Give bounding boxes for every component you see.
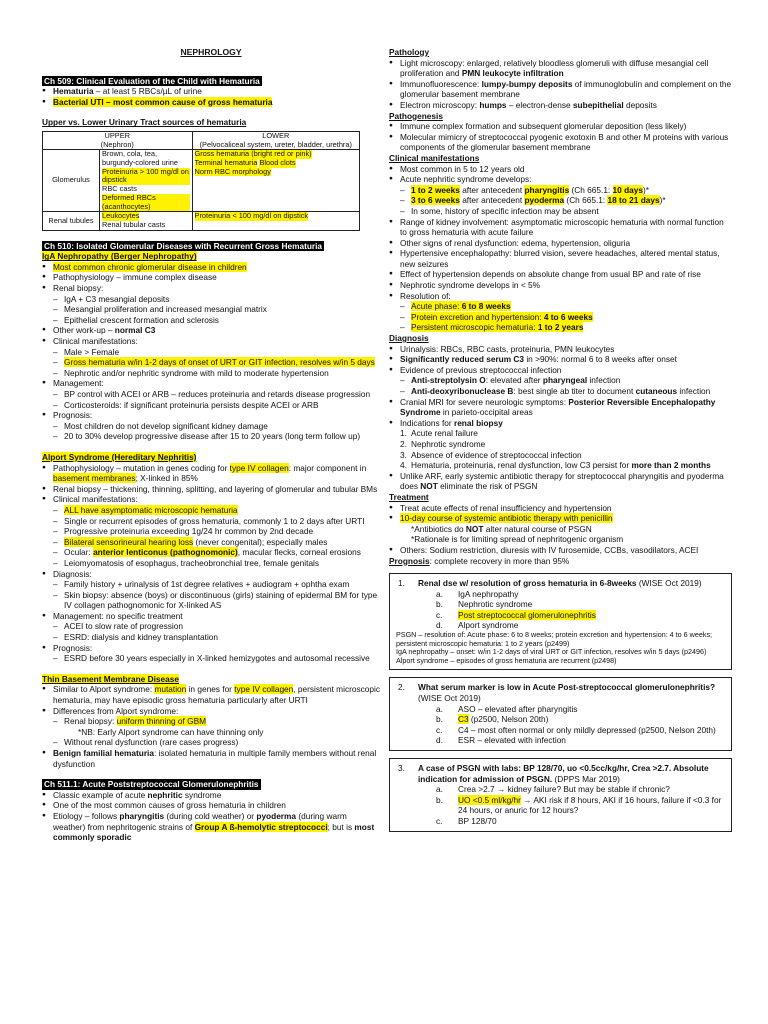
- table-row: Glomerulus Brown, cola, tea, burgundy-colored urine Proteinuria > 100 mg/dl on dipstick RBC casts Deformed RBCs (acanthocytes) Gross hematuria (bright red or pink) Terminal hematuria Blood clots Norm RBC morphology: [43, 150, 360, 212]
- list-item: – 3 to 6 weeks after antecedent pyoderma (Ch 665.1: 18 to 21 days)*: [389, 195, 732, 206]
- hematuria-table: [42, 131, 360, 231]
- answer-note: IgA nephropathy – onset: w/in 1-2 days of viral URT or GIT infection, resolves w/in 5 days (p2496): [396, 647, 707, 657]
- answer-note: PSGN – resolution of: Acute phase: 6 to 8 weeks; protein excretion and hypertension: 4 to 6 weeks; persistent microscopic hematuria: 1 to 2 years (p2499): [396, 630, 713, 648]
- list-item: – Progressive proteinuria exceeding 1g/24 hr common by 2nd decade: [42, 526, 380, 537]
- iga-list: [42, 262, 380, 442]
- right-column: [389, 47, 732, 832]
- list-item: 4. Hematuria, proteinuria, renal dysfunction, low C3 persist for more than 2 months: [400, 460, 711, 471]
- list-item: ● Clinical manifestations:: [42, 336, 380, 347]
- list-item: ● Most common chronic glomerular disease in children: [42, 262, 380, 273]
- list-item: ● Significantly reduced serum C3 in >90%: normal 6 to 8 weeks after onset: [389, 354, 732, 365]
- list-item: 3. Absence of evidence of streptococcal infection: [400, 449, 582, 460]
- clinical-heading: Clinical manifestations: [389, 152, 480, 163]
- list-item: – BP control with ACEI or ARB – reduces proteinuria and retards disease progression: [42, 389, 380, 400]
- list-item: ● Pathophysiology – immune complex disease: [42, 272, 380, 283]
- list-item: ● Renal biopsy – thickening, thinning, splitting, and layering of glomerular and tubular BMs: [42, 484, 380, 495]
- list-item: – Gross hematuria w/in 1-2 days of onset of URT or GIT infection, resolves w/in 5 days: [42, 357, 380, 368]
- answer-option-correct: b. UO <0.5 ml/kg/hr → AKI risk if 8 hours, AKI if 16 hours, failure if <0.3 for 24 hours, or anuric for 12 hours?: [436, 794, 722, 816]
- list-item: ● Pathophysiology – mutation in genes coding for type IV collagen: major component in basement membranes; X-linked in 85%: [42, 463, 380, 484]
- list-item: – Bilateral sensorineural hearing loss (never congenital); especially males: [42, 537, 380, 548]
- list-item: – Mesangial proliferation and increased mesangial matrix: [42, 304, 380, 315]
- list-item: ● Management: no specific treatment: [42, 611, 380, 622]
- tbmd-section: [42, 674, 380, 769]
- list-item: – 1 to 2 weeks after antecedent pharyngitis (Ch 665.1: 10 days)*: [389, 185, 732, 196]
- list-item: ● Clinical manifestations:: [42, 494, 380, 505]
- answer-option: d. Alport syndrome: [436, 620, 519, 631]
- left-column: [42, 0, 380, 843]
- list-item: – ALL have asymptomatic microscopic hematuria: [42, 505, 380, 516]
- list-item: – Anti-streptolysin O: elevated after pharyngeal infection: [389, 375, 732, 386]
- answer-option-correct: c. Post streptococcal glomerulonephritis: [436, 609, 596, 620]
- list-item: ● One of the most common causes of gross hematuria in children: [42, 800, 380, 811]
- answer-option: d. ESR – elevated with infection: [436, 735, 566, 746]
- list-item: – Acute phase: 6 to 8 weeks: [389, 301, 732, 312]
- list-item: – Nephrotic and/or nephritic syndrome with mild to moderate hypertension: [42, 368, 380, 379]
- answer-option-correct: b. C3 (p2500, Nelson 20th): [436, 714, 549, 725]
- list-item: ● Similar to Alport syndrome: mutation in genes for type IV collagen, persistent microscopic hematuria, may have episodic gross hematuria particularly after URTI: [42, 684, 380, 705]
- answer-option: c. C4 – most often normal or only mildly depressed (p2500, Nelson 20th): [436, 724, 716, 735]
- pathogenesis-heading: Pathogenesis: [389, 110, 443, 121]
- alport-heading: Alport Syndrome (Hereditary Nephritis): [42, 451, 197, 462]
- list-item: – Without renal dysfunction (rare cases progress): [42, 737, 380, 748]
- list-item: – Epithelial crescent formation and sclerosis: [42, 315, 380, 326]
- list-item: – Leiomyomatosis of esophagus, tracheobronchial tree, female genitals: [42, 558, 380, 569]
- list-item: – Family history + urinalysis of 1st degree relatives + audiogram + ophtha exam: [42, 579, 380, 590]
- list-item: ● Acute nephritic syndrome develops:: [389, 174, 732, 185]
- list-item: ● Unlike ARF, early systemic antibiotic therapy for streptococcal pharyngitis and pyoderma does NOT eliminate the risk of PSGN: [389, 471, 732, 492]
- list-item: *NB: Early Alport syndrome can have thinning only: [78, 726, 264, 737]
- tbmd-heading: Thin Basement Membrane Disease: [42, 673, 179, 684]
- list-item: ● Range of kidney involvement: asymptomatic microscopic hematuria with normal function to gross hematuria with acute failure: [389, 217, 732, 238]
- pathology-heading: Pathology: [389, 47, 430, 57]
- ch510-section: [42, 241, 380, 442]
- list-item: – Single or recurrent episodes of gross hematuria, commonly 1 to 2 days after URTI: [42, 516, 380, 527]
- ch509-section: [42, 76, 380, 108]
- list-item: ● Light microscopy: enlarged, relatively bloodless glomeruli with diffuse mesangial cell proliferation and PMN leukocyte infiltration: [389, 58, 732, 79]
- page-title: NEPHROLOGY: [180, 47, 242, 57]
- section-heading: Upper vs. Lower Urinary Tract sources of hematuria: [42, 117, 247, 128]
- ch509-title: Ch 509: Clinical Evaluation of the Child with Hematuria: [44, 75, 260, 86]
- list-item: ● Hematuria – at least 5 RBCs/µL of urine: [42, 86, 380, 97]
- list-item: – Male > Female: [42, 347, 380, 358]
- list-item: ● Renal biopsy:: [42, 283, 380, 294]
- list-item: ● Management:: [42, 378, 380, 389]
- list-item: ● Indications for renal biopsy: [389, 418, 732, 429]
- list-item: *Rationale is for limiting spread of nephritogenic organism: [411, 534, 624, 545]
- list-item: 2. Nephrotic syndrome: [400, 438, 486, 449]
- table-header-upper: UPPER (Nephron): [43, 131, 193, 149]
- list-item: – 20 to 30% develop progressive disease after 15 to 20 years (long term follow up): [42, 431, 380, 442]
- list-item: ● 10-day course of systemic antibiotic therapy with penicillin: [389, 513, 732, 524]
- list-item: ● Molecular mimicry of streptococcal pyogenic exotoxin B and other M proteins with various components of the glomerular basement membrane: [389, 132, 732, 153]
- list-item: ● Other signs of renal dysfunction: edema, hypertension, oliguria: [389, 238, 732, 249]
- list-item: – Persistent microscopic hematuria: 1 to 2 years: [389, 322, 732, 333]
- list-item: ● Other work-up – normal C3: [42, 325, 380, 336]
- list-item: ● Differences from Alport syndrome:: [42, 706, 380, 717]
- treatment-heading: Treatment: [389, 491, 429, 502]
- list-item: – Ocular: anterior lenticonus (pathognomonic), macular flecks, corneal erosions: [42, 547, 380, 558]
- list-item: ● Effect of hypertension depends on absolute change from usual BP and rate of rise: [389, 269, 732, 280]
- table-row: Renal tubules Leukocytes Renal tubular casts Proteinuria < 100 mg/dl on dipstick: [43, 212, 360, 230]
- list-item: *Antibiotics do NOT alter natural course of PSGN: [411, 523, 592, 534]
- ch511-title: Ch 511.1: Acute Poststreptococcal Glomerulonephritis: [44, 779, 259, 790]
- list-item: – Renal biopsy: uniform thinning of GBM: [42, 716, 380, 727]
- list-item: ● Benign familial hematuria: isolated hematuria in multiple family members without renal dysfunction: [42, 748, 380, 769]
- list-item: ● Diagnosis:: [42, 569, 380, 580]
- list-item: – ESRD before 30 years especially in X-linked hemizygotes and autosomal recessive: [42, 653, 380, 664]
- list-item: ● Evidence of previous streptococcal infection: [389, 365, 732, 376]
- question-stem: 2. What serum marker is low in Acute Post-streptococcal glomerulonephritis? (WISE Oct 2019): [398, 682, 716, 704]
- list-item: ● Prognosis:: [42, 410, 380, 421]
- question-box-2: [389, 677, 732, 751]
- question-stem: 3. A case of PSGN with labs: BP 128/70, uo <0.5cc/kg/hr, Crea >2.7. Absolute indication for admission of PSGN. (DPPS Mar 2019): [398, 763, 709, 784]
- list-item: – Skin biopsy: absence (boys) or discontinuous (girls) staining of epidermal BM for type IV collagen pathognomonic for X-linked AS: [42, 590, 380, 611]
- list-item: ● Treat acute effects of renal insufficiency and hypertension: [389, 503, 732, 514]
- table-header-lower: LOWER (Pelvocaliceal system, ureter, bladder, urethra): [192, 131, 359, 149]
- answer-note: Alport syndrome – episodes of gross hematuria are recurrent (p2498): [396, 655, 617, 665]
- question-stem: 1. Renal dse w/ resolution of gross hematuria in 6-8weeks (WISE Oct 2019): [398, 578, 702, 589]
- list-item: ● Hypertensive encephalopathy: blurred vision, severe headaches, altered mental status, new seizures: [389, 248, 732, 269]
- list-item: ● Nephrotic syndrome develops in < 5%: [389, 280, 732, 291]
- answer-option: c. BP 128/70: [436, 815, 497, 826]
- list-item: ● Most common in 5 to 12 years old: [389, 164, 732, 175]
- list-item: – Anti-deoxyribonuclease B: best single ab titer to document cutaneous infection: [389, 386, 732, 397]
- ch511-section: [42, 779, 380, 843]
- answer-option: a. ASO – elevated after pharyngitis: [436, 703, 578, 714]
- list-item: – Corticosteroids: if significant proteinuria persists despite ACEI or ARB: [42, 400, 380, 411]
- list-item: – In some, history of specific infection may be absent: [389, 206, 732, 217]
- iga-heading: IgA Nephropathy (Berger Nephropathy): [42, 251, 197, 262]
- answer-option: a. IgA nephropathy: [436, 588, 519, 599]
- list-item: – ESRD: dialysis and kidney transplantation: [42, 632, 380, 643]
- list-item: – IgA + C3 mesangial deposits: [42, 294, 380, 305]
- list-item: ● Etiology – follows pharyngitis (during cold weather) or pyoderma (during warm weather) from nephritogenic strains of Group A ß-hemolytic streptococci; but is most commonly sporadic: [42, 811, 380, 843]
- list-item: ● Prognosis:: [42, 643, 380, 654]
- list-item: ● Others: Sodium restriction, diuresis with IV furosemide, CCBs, vasodilators, ACEI: [389, 545, 732, 556]
- list-item: ● Classic example of acute nephritic syndrome: [42, 790, 380, 801]
- diagnosis-heading: Diagnosis: [389, 333, 429, 344]
- alport-section: [42, 452, 380, 664]
- list-item: ● Cranial MRI for severe neurologic symptoms: Posterior Reversible Encephalopathy Syndrome in parieto-occipital areas: [389, 397, 732, 418]
- list-item: ● Bacterial UTI – most common cause of gross hematuria: [42, 97, 380, 108]
- list-item: – Most children do not develop significant kidney damage: [42, 421, 380, 432]
- question-box-1: [389, 573, 732, 670]
- prognosis-line: Prognosis: complete recovery in more than 95%: [389, 555, 570, 566]
- question-box-3: [389, 758, 732, 832]
- list-item: ● Resolution of:: [389, 291, 732, 302]
- list-item: ● Immune complex formation and subsequent glomerular deposition (less likely): [389, 121, 732, 132]
- list-item: ● Immunofluorescence: lumpy-bumpy deposits of immunoglobulin and complement on the glomerular basement membrane: [389, 79, 732, 100]
- list-item: ● Electron microscopy: humps – electron-dense subepithelial deposits: [389, 100, 732, 111]
- answer-option: a. Crea >2.7 → kidney failure? But may be stable if chronic?: [436, 784, 670, 795]
- ch510-title: Ch 510: Isolated Glomerular Diseases with Recurrent Gross Hematuria: [44, 240, 323, 251]
- upper-lower-section: [42, 117, 380, 230]
- answer-option: b. Nephrotic syndrome: [436, 599, 533, 610]
- list-item: 1. Acute renal failure: [400, 428, 478, 439]
- alport-list: [42, 484, 380, 664]
- list-item: – ACEI to slow rate of progression: [42, 621, 380, 632]
- list-item: ● Urinalysis: RBCs, RBC casts, proteinuria, PMN leukocytes: [389, 344, 732, 355]
- list-item: – Protein excretion and hypertension: 4 to 6 weeks: [389, 312, 732, 323]
